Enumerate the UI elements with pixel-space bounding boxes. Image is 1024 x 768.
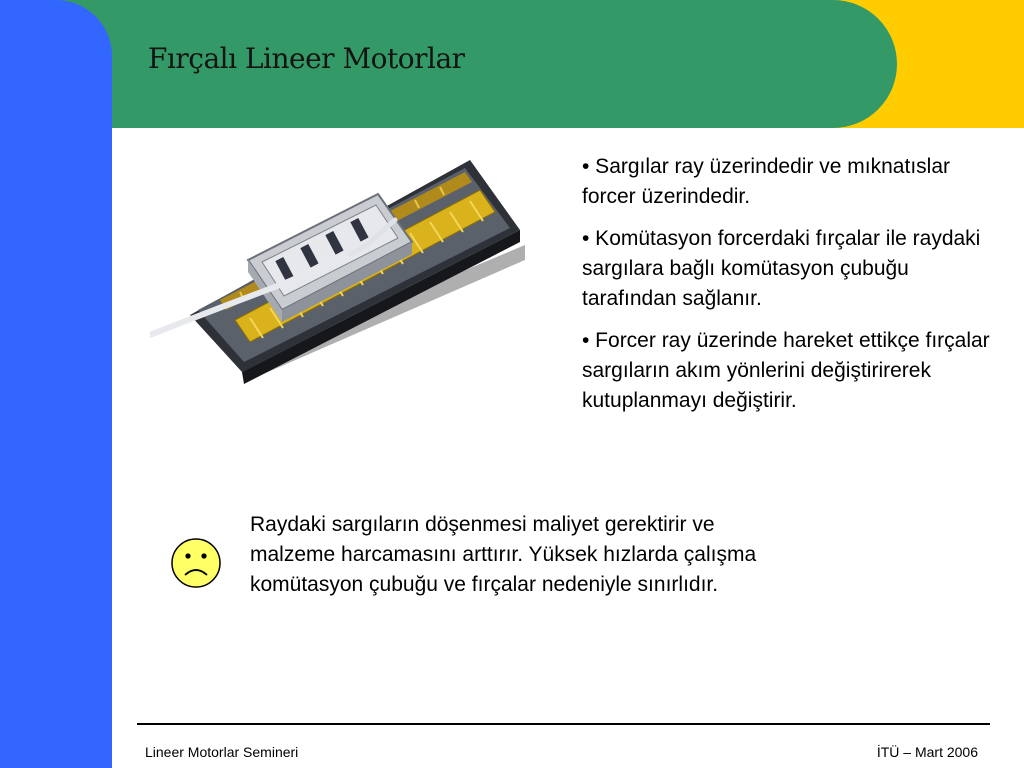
brushed-linear-motor-image: [150, 150, 525, 390]
bullet-item: • Komütasyon forcerdaki fırçalar ile raydaki sargılara bağlı komütasyon çubuğu tarafından sağlanır.: [582, 227, 981, 310]
footer-divider: [137, 723, 990, 725]
bullet-list: [582, 152, 992, 428]
slide-title: Fırçalı Lineer Motorlar: [148, 42, 465, 75]
bullet-item: • Forcer ray üzerinde hareket ettikçe fırçalar sargıların akım yönlerini değiştirirerek kutuplanmayı değiştirir.: [582, 329, 990, 412]
drawback-note: Raydaki sargıların döşenmesi maliyet gerektirir ve malzeme harcamasını arttırır. Yüksek hızlarda çalışma komütasyon çubuğu ve fırçalar nedeniyle sınırlıdır.: [250, 513, 757, 596]
bullet-item: • Sargılar ray üzerindedir ve mıknatıslar forcer üzerindedir.: [582, 155, 950, 208]
sad-face-icon: [170, 537, 222, 589]
footer-seminar-name: Lineer Motorlar Semineri: [145, 744, 299, 760]
sidebar-top-cap: [0, 0, 112, 128]
footer-institution-date: İTÜ – Mart 2006: [876, 744, 978, 760]
